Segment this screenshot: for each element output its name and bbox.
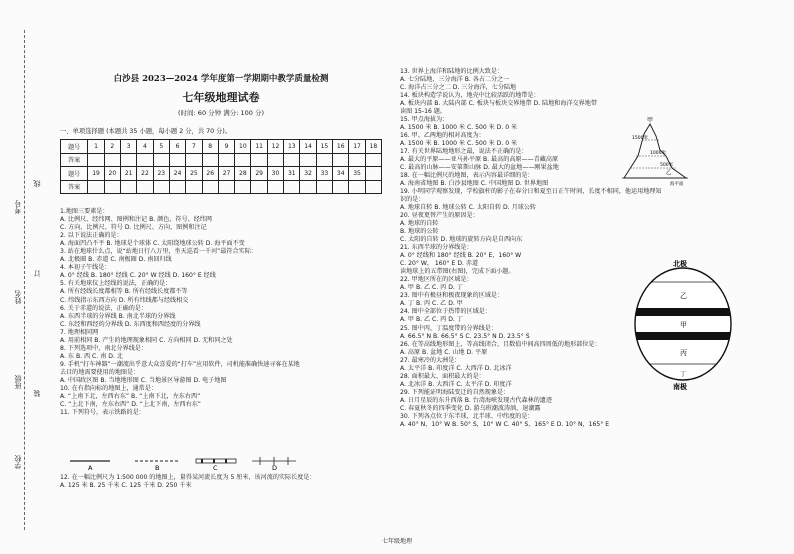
exam-meta: (时间: 60 分钟 满分: 100 分) [178,109,264,117]
answer-grid-cell: 11 [251,140,267,154]
answer-grid-cell [104,153,120,167]
answer-grid-cell [333,153,349,167]
question-line: 11. 下列符号，表示铁路的是： [60,409,145,417]
answer-grid-header-cell: 答案 [61,180,88,194]
answer-grid-cell: 28 [235,167,251,181]
north-pole-label: 北极 [673,260,687,268]
question-line: 19. 小明同学观察发现，学校旗杆的影子在春分日和夏至日正午时间，长度不相同，他运用地理知 [400,188,662,196]
question-line: 21. 东西半球的分界线是： [400,244,473,252]
binding-label-examno: 考号 [14,200,22,214]
question-line: 15. 甲点海拔为： [400,116,449,124]
question-line: 18. 在一幅比例尺的地图，表示内容最详细的是： [400,172,534,180]
question-line: C. 海洋占三分之二 D. 三分海洋，七分陆地 [400,84,517,92]
question-line: A. 66.5° N B. 66.5° S C. 23.5° N D. 23.5° S [400,332,530,340]
question-line: A. 40° N，10° W B. 50° S，10° W C. 40° S，165° E D. 10° N，165° E [400,420,610,428]
question-line: A. 甲 B. 乙 C. 丙 D. 丁 [400,316,463,324]
answer-grid-cell [153,180,169,194]
answer-grid-cell: 32 [300,167,316,181]
question-line: 27. 最寒冷的大洲是： [400,356,461,364]
question-line: A. 0° 经线 B. 180° 经线 C. 20° W 经线 D. 160° E 经线 [60,272,216,280]
question-line: B. 地球的公转 [400,228,439,236]
answer-grid-cell: 21 [120,167,136,181]
binding-mark-order: 订 [33,270,41,277]
question-line: 20. 昼夜更替产生的原因是： [400,212,479,220]
answer-grid-cell [218,180,234,194]
answer-grid-cell: 18 [365,140,381,154]
question-line: C. “上北下南，左东右西” D. “上北下南，左西右东” [60,401,201,409]
answer-grid-cell: 31 [284,167,300,181]
question-line: 读图 15-16 题。 [400,108,446,116]
question-line: 6. 关于赤道的说法，正确的是： [60,304,147,312]
answer-grid-cell [316,180,332,194]
answer-grid-cell [120,153,136,167]
answer-grid-cell: 27 [218,167,234,181]
answer-grid-cell [186,153,202,167]
answer-grid-cell [88,153,104,167]
question-line: A. 日月星辰的东升西落 B. 台湾海峡发现古代森林的遗迹 [400,396,552,404]
binding-label-name: 姓名 [14,290,22,304]
question-line: A. 海南省地图 B. 白沙县地图 C. 中国地图 D. 世界地图 [400,180,549,188]
answer-grid-cell [169,153,185,167]
answer-grid-cell: 3 [120,140,136,154]
answer-grid-cell: 6 [169,140,185,154]
answer-grid-row [61,167,382,181]
answer-grid-cell [186,180,202,194]
question-line: 3. 站在地球什么点，说“站地日行八万里，坐天巡看一千河”最符合实际： [60,248,257,256]
answer-grid-cell: 25 [186,167,202,181]
answer-grid-cell: 23 [153,167,169,181]
question-line: C. 东经和西经的分界线 D. 东西度和西经度的分界线 [60,320,201,328]
answer-grid-cell: 13 [284,140,300,154]
question-line: 22. 甲地区所在的区域是： [400,276,473,284]
symbol-label-c: C [213,464,218,471]
binding-dashed-line [24,30,25,530]
question-line: A. 1500 米 B. 1000 米 C. 500 米 D. 0 米 [400,140,518,148]
question-line: A. 板块内部 B. 大陆内部 C. 板块与板块交界地带 D. 陆地和海洋交界地带 [400,100,597,108]
answer-grid-cell [104,180,120,194]
question-line: A. 中国政区图 B. 当地地形图 C. 当地景区导游图 D. 电子地图 [60,376,227,384]
answer-grid-cell: 20 [104,167,120,181]
answer-grid-cell: 8 [202,140,218,154]
answer-grid [60,139,382,194]
answer-grid-cell [251,153,267,167]
answer-grid-cell [202,180,218,194]
answer-grid-cell [235,180,251,194]
answer-grid-header-cell: 答案 [61,153,88,167]
question-line: 7. 地理相同网 [60,328,99,336]
question-line: A. 125 米 B. 25 千米 C. 125 千米 D. 250 千米 [60,482,192,490]
answer-grid-cell [300,153,316,167]
binding-label-class: 班级 [14,375,22,389]
contour-label-500: 500米 [660,163,674,168]
answer-grid-cell [251,180,267,194]
zone-label-yi: 乙 [680,292,687,300]
question-line: 读地球上的五带图(右图)，完成下面小题。 [400,268,515,276]
question-line: A. 1500 米 B. 1000 米 C. 500 米 D. 0 米 [400,124,518,132]
answer-grid-cell [333,180,349,194]
question-line: A. 高原 B. 盆地 C. 山地 D. 平原 [400,348,488,356]
answer-grid-cell: 2 [104,140,120,154]
question-line: A. 比例尺、经纬网、图例和注记 B. 颜色、符号、经纬网 [60,216,212,224]
question-line: A. 七分陆地，三分海洋 B. 各占二分之一 [400,76,510,84]
left-questions [60,208,382,417]
binding-mark-line: 线 [33,180,41,187]
five-zones-figure [628,260,738,390]
answer-grid-cell [235,153,251,167]
answer-grid-cell: 30 [267,167,283,181]
answer-grid-row [61,180,382,194]
answer-grid-cell: 4 [137,140,153,154]
symbol-label-b: B [155,464,160,471]
symbol-label-d: D [272,464,278,471]
answer-grid-cell: 14 [300,140,316,154]
zone-tropic-band-top [628,308,738,316]
answer-grid-cell [284,180,300,194]
base-label: 乙 [666,170,672,176]
question-line: 29. 下列能证明海陆变迁的自然现象是： [400,388,510,396]
answer-grid-cell: 33 [316,167,332,181]
answer-grid-cell [284,153,300,167]
answer-grid-header-cell: 题号 [61,167,88,181]
answer-grid-cell: 22 [137,167,153,181]
question-line: A. 东 B. 西 C. 南 D. 北 [60,352,123,360]
peak-label: 甲 [647,117,654,124]
question-line: C. 方向、比例尺、符号 D. 比例尺、方向、图例和注记 [60,224,207,232]
railway-symbols [60,455,300,471]
question-line: A. “上南下北，左西右东” B. “上南下北，左东右西” [60,393,201,401]
answer-grid-header-cell: 题号 [61,140,88,154]
question-line: A. 0° 经线和 180° 经线 B. 20° E，160° W [400,252,522,260]
question-line: C. 纬线指示东西方向 D. 所有纬线都与经线相交 [60,296,189,304]
answer-grid-cell [365,153,381,167]
left-questions-tail [60,474,382,490]
question-line: A. 所有经线长度都相等 B. 所有经线长度都不等 [60,288,188,296]
question-line: C. 20° W， 160° E D. 赤道 [400,260,479,268]
binding-label-school: 学校 [14,455,22,469]
question-line: 30. 下列各点位于东半球、北半球、中纬度的是： [400,412,534,420]
answer-grid-cell: 34 [333,167,349,181]
answer-grid-cell [88,180,104,194]
question-line: 28. 面积最大、面积最大的是： [400,372,485,380]
question-line: C. 最高的山脉——安第斯山脉 D. 最大的盆地——刚果盆地 [400,164,559,172]
question-line: A. 海面凹凸不平 B. 地球是个球体 C. 太阳绕地球公转 D. 海平面不变 [60,240,245,248]
binding-mark-bind: 装 [33,390,41,397]
contour-label-1500: 1500米 [632,136,648,141]
answer-grid-cell [300,180,316,194]
question-line: A. 太平洋 B. 印度洋 C. 大西洋 D. 北冰洋 [400,364,512,372]
question-line: 识的是： [400,196,425,204]
question-line: 1.地图三要素是： [60,208,109,215]
zone-label-jia: 甲 [680,321,687,329]
answer-grid-cell [349,180,365,194]
answer-grid-cell: 10 [235,140,251,154]
answer-grid-cell [137,180,153,194]
answer-grid-cell: 7 [186,140,202,154]
question-line: 16. 甲、乙两地的相对高度为： [400,132,485,140]
answer-grid-cell [137,153,153,167]
answer-grid-cell [365,167,381,181]
answer-grid-row [61,140,382,154]
answer-grid-cell [267,180,283,194]
binding-strip [0,0,60,554]
symbol-label-a: A [88,464,93,471]
question-line: 13. 世界上海洋和陆地的比例大致是： [400,68,504,75]
answer-grid-cell: 5 [153,140,169,154]
page-footer: 七年级地理 [381,538,412,545]
question-line: 24. 图中全部位于热带的区域是： [400,308,491,316]
question-line: C. 春夏秋冬的四季变化 D. 游乌班潮波涛汹，退潮露 [400,404,541,412]
question-line: 10. 在有指向标的地图上，通常是： [60,385,157,393]
question-line: 17. 有关世界陆地地形之最，说法不正确的是： [400,148,528,156]
question-line: 4. 本初子午线是： [60,264,111,272]
contour-label-1000: 1000米 [650,151,666,156]
answer-grid-cell [349,153,365,167]
answer-grid-cell: 35 [349,167,365,181]
answer-grid-cell [202,153,218,167]
sea-level-label: 海平面 [670,182,684,186]
exam-title: 白沙县 2023—2024 学年度第一学期期中教学质量检测 [113,74,329,84]
answer-grid-cell: 29 [251,167,267,181]
question-line: 26. 在等高线地形图上，等高线闭合，且数值中间高四周低的地形部位是： [400,340,601,348]
question-line: 14. 板块构造学说认为，地壳中比较活跃的地带是： [400,92,540,100]
answer-grid-cell [169,180,185,194]
answer-grid-cell: 24 [169,167,185,181]
answer-grid-cell: 17 [349,140,365,154]
zone-north-polar [628,268,738,282]
south-pole-label: 南极 [673,383,687,390]
question-line: 去目的地需要使用的地图是： [60,368,140,376]
question-line: A. 北极圈 B. 赤道 C. 南极圈 D. 南回归线 [60,256,172,264]
section-heading: 一、单项选择题 (本题共 35 小题，每小题 2 分，共 70 分)。 [60,128,232,135]
question-line: A. 东西半球的分界线 B. 南北半球的分界线 [60,312,176,320]
answer-grid-cell: 12 [267,140,283,154]
question-line: 9. 手机“打车神器”一潮流出乎意大众喜爱的“打车”应用软件，司机能准确快速寻客在某地 [60,360,300,368]
answer-grid-cell [316,153,332,167]
question-line: A. 丁 B. 丙 C. 乙 D. 甲 [400,300,463,308]
question-line: A. 地球的自转 [400,220,439,228]
answer-grid-cell: 9 [218,140,234,154]
answer-grid-cell [218,153,234,167]
question-line: 2. 以下说法正确的是： [60,232,123,240]
question-line: 12. 在一幅比例尺为 1:500 000 的地图上，量得某河流长度为 5 厘米，该河流的实际长度是： [60,474,316,481]
answer-grid-cell: 15 [316,140,332,154]
question-line: 25. 图中丙、丁温度带的分界线是： [400,324,497,332]
question-line: 5. 有关地球仪上经线的说法，正确的是： [60,280,172,288]
question-line: A. 用前相同 B. 产生的地理现象相同 C. 方向相同 D. 无和同之处 [60,336,233,344]
zone-label-bing: 丙 [680,349,687,357]
question-line: A. 最大的平原——亚马孙平原 B. 最高的高原——青藏高原 [400,156,559,164]
question-line: A. 甲 B. 乙 C. 丙 D. 丁 [400,284,463,292]
question-line: A. 地球自转 B. 地球公转 C. 太阳自转 D. 月球公转 [400,204,536,212]
zone-tropic-band-bottom [628,332,738,340]
answer-grid-cell: 26 [202,167,218,181]
answer-grid-cell [120,180,136,194]
answer-grid-cell [365,180,381,194]
mountain-profile-figure [620,116,690,186]
answer-grid-cell: 16 [333,140,349,154]
question-line: 23. 图中有极昼和极夜现象的区域是： [400,292,504,300]
zone-label-ding: 丁 [680,371,687,378]
answer-grid-cell [267,153,283,167]
question-line: 8. 下列选项中，南北分界线是： [60,344,147,352]
answer-grid-row [61,153,382,167]
answer-grid-cell: 1 [88,140,104,154]
answer-grid-cell: 19 [88,167,104,181]
question-line: A. 北冰洋 B. 大西洋 C. 太平洋 D. 印度洋 [400,380,512,388]
exam-subtitle: 七年级地理试卷 [182,91,260,104]
question-line: C. 太阳的自转 D. 地球的旋转方向是自西向东 [400,236,523,244]
answer-grid-cell [153,153,169,167]
